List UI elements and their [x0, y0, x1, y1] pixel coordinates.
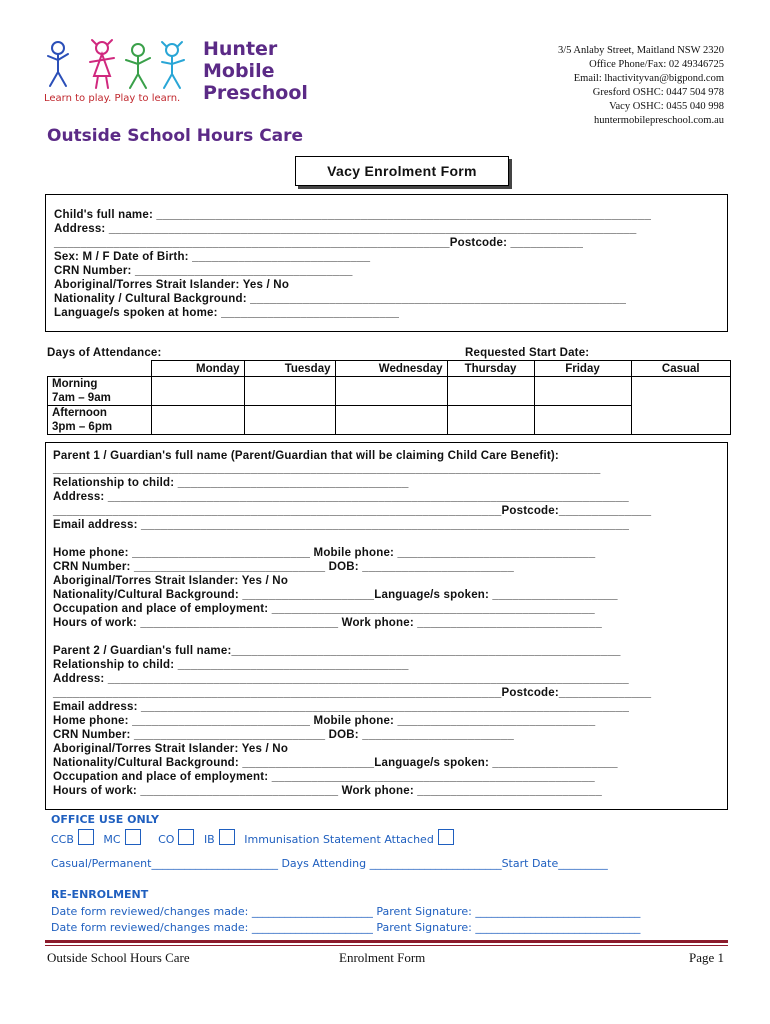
footer-rule-thin [45, 945, 728, 946]
morning-time: 7am – 9am [52, 392, 111, 404]
parent1-crn-dob-field[interactable]: CRN Number: _____________________________ DOB: _______________________ [53, 561, 514, 573]
attendance-cell[interactable] [151, 406, 244, 435]
morning-label: Morning [52, 378, 98, 390]
parent1-postcode-field[interactable]: ____________________________________________________________________Postcode:______________ [53, 505, 652, 517]
co-label: CO [158, 833, 175, 846]
footer-page-number: Page 1 [688, 950, 724, 965]
footer-left: Outside School Hours Care [47, 950, 190, 965]
kids-drawing-icon [44, 36, 194, 92]
child-crn-field[interactable]: CRN Number: _________________________________ [54, 265, 353, 277]
day-header: Casual [631, 361, 731, 377]
footer-center: Enrolment Form [339, 950, 426, 965]
attendance-cell[interactable] [335, 406, 447, 435]
attendance-cell[interactable] [447, 377, 534, 406]
parent2-occupation-field[interactable]: Occupation and place of employment: _________________________________________________ [53, 771, 595, 783]
immunisation-label: Immunisation Statement Attached [244, 833, 434, 846]
ccb-label: CCB [51, 833, 74, 846]
address-line: huntermobilepreschool.com.au [593, 115, 724, 126]
day-header: Monday [151, 361, 244, 377]
parent1-name-field[interactable]: ___________________________________________________________________________________ [53, 463, 601, 475]
logo [44, 36, 204, 106]
parent2-name-field[interactable]: Parent 2 / Guardian's full name:___________________________________________________________ [53, 645, 621, 657]
reenrolment-line-2[interactable]: Date form reviewed/changes made: ______________________ Parent Signature: ______________________________ [51, 921, 641, 934]
requested-start-label: Requested Start Date: [465, 347, 590, 359]
mc-checkbox[interactable] [125, 829, 141, 845]
address-line: Email: lhactivityvan@bigpond.com [573, 73, 724, 84]
reenrolment-title: RE-ENROLMENT [51, 888, 149, 901]
office-checkbox-row [51, 829, 640, 848]
reenrolment-line-1[interactable]: Date form reviewed/changes made: ______________________ Parent Signature: ______________________________ [51, 905, 641, 918]
days-attendance-label: Days of Attendance: [47, 347, 162, 359]
casual-permanent-field[interactable]: Casual/Permanent_______________________ Days Attending ________________________Start Date_________ [51, 857, 608, 870]
parent2-nationality-field[interactable]: Nationality/Cultural Background: ____________________Language/s spoken: ___________________ [53, 757, 618, 769]
parent2-postcode-field[interactable]: ____________________________________________________________________Postcode:______________ [53, 687, 652, 699]
logo-line-3: Preschool [203, 82, 308, 104]
parent2-relationship-field[interactable]: Relationship to child: ___________________________________ [53, 659, 409, 671]
child-language-field[interactable]: Language/s spoken at home: ___________________________ [54, 307, 400, 319]
attendance-cell[interactable] [534, 406, 631, 435]
child-sex-dob-field[interactable]: Sex: M / F Date of Birth: ___________________________ [54, 251, 371, 263]
parent1-phone-field[interactable]: Home phone: ___________________________ Mobile phone: ______________________________ [53, 547, 596, 559]
attendance-cell[interactable] [447, 406, 534, 435]
ib-checkbox[interactable] [219, 829, 235, 845]
child-nationality-field[interactable]: Nationality / Cultural Background: _________________________________________________________ [54, 293, 627, 305]
day-header: Friday [534, 361, 631, 377]
address-line: 3/5 Anlaby Street, Maitland NSW 2320 [557, 45, 724, 56]
afternoon-label: Afternoon [52, 407, 107, 419]
parent2-phone-field[interactable]: Home phone: ___________________________ Mobile phone: ______________________________ [53, 715, 596, 727]
logo-line-1: Hunter [203, 38, 278, 60]
parent1-address-field[interactable]: Address: _______________________________________________________________________________ [53, 491, 629, 503]
parent1-email-field[interactable]: Email address: __________________________________________________________________________ [53, 519, 630, 531]
child-aboriginal-field[interactable]: Aboriginal/Torres Strait Islander: Yes / No [54, 279, 290, 291]
attendance-table [47, 360, 731, 435]
parent1-hours-field[interactable]: Hours of work: ______________________________ Work phone: ____________________________ [53, 617, 602, 629]
address-line: Office Phone/Fax: 02 49346725 [589, 59, 724, 70]
attendance-cell[interactable] [151, 377, 244, 406]
morning-row-label [48, 377, 152, 406]
address-line: Vacy OSHC: 0455 040 998 [609, 101, 724, 112]
parent1-nationality-field[interactable]: Nationality/Cultural Background: ____________________Language/s spoken: ___________________ [53, 589, 618, 601]
form-title: Vacy Enrolment Form [295, 156, 509, 186]
child-postcode-field[interactable]: ____________________________________________________________Postcode: ___________ [54, 237, 584, 249]
mc-label: MC [103, 833, 121, 846]
parent2-email-field[interactable]: Email address: __________________________________________________________________________ [53, 701, 630, 713]
parent2-aboriginal-field[interactable]: Aboriginal/Torres Strait Islander: Yes / No [53, 743, 289, 755]
co-checkbox[interactable] [178, 829, 194, 845]
parent1-relationship-field[interactable]: Relationship to child: ___________________________________ [53, 477, 409, 489]
day-header: Tuesday [244, 361, 335, 377]
child-name-field[interactable]: Child's full name: ___________________________________________________________________________ [54, 209, 652, 221]
ccb-checkbox[interactable] [78, 829, 94, 845]
parent2-address-field[interactable]: Address: _______________________________________________________________________________ [53, 673, 629, 685]
attendance-cell[interactable] [335, 377, 447, 406]
logo-tagline: Learn to play. Play to learn. [44, 93, 181, 104]
logo-name [203, 38, 308, 104]
ib-label: IB [203, 833, 215, 846]
parent1-aboriginal-field[interactable]: Aboriginal/Torres Strait Islander: Yes / No [53, 575, 289, 587]
parent-details-section [45, 442, 728, 810]
attendance-cell[interactable] [534, 377, 631, 406]
address-line: Gresford OSHC: 0447 504 978 [592, 87, 724, 98]
office-use-title: OFFICE USE ONLY [51, 813, 159, 826]
logo-line-2: Mobile [203, 60, 275, 82]
parent2-crn-dob-field[interactable]: CRN Number: _____________________________ DOB: _______________________ [53, 729, 514, 741]
parent1-occupation-field[interactable]: Occupation and place of employment: _________________________________________________ [53, 603, 595, 615]
day-header: Thursday [447, 361, 534, 377]
immunisation-checkbox[interactable] [438, 829, 454, 845]
child-address-field[interactable]: Address: ________________________________________________________________________________ [54, 223, 637, 235]
day-header: Wednesday [335, 361, 447, 377]
child-details-section [45, 194, 728, 332]
office-use-section [51, 812, 640, 936]
parent1-name-label: Parent 1 / Guardian's full name (Parent/Guardian that will be claiming Child Care Benefit): [53, 450, 559, 462]
page-title: Outside School Hours Care [47, 126, 304, 146]
afternoon-row-label [48, 406, 152, 435]
attendance-cell-casual[interactable] [631, 377, 731, 435]
afternoon-time: 3pm – 6pm [52, 421, 113, 433]
attendance-cell[interactable] [244, 406, 335, 435]
attendance-cell[interactable] [244, 377, 335, 406]
footer-rule [45, 940, 728, 943]
contact-address [558, 44, 724, 128]
parent2-hours-field[interactable]: Hours of work: ______________________________ Work phone: ____________________________ [53, 785, 602, 797]
